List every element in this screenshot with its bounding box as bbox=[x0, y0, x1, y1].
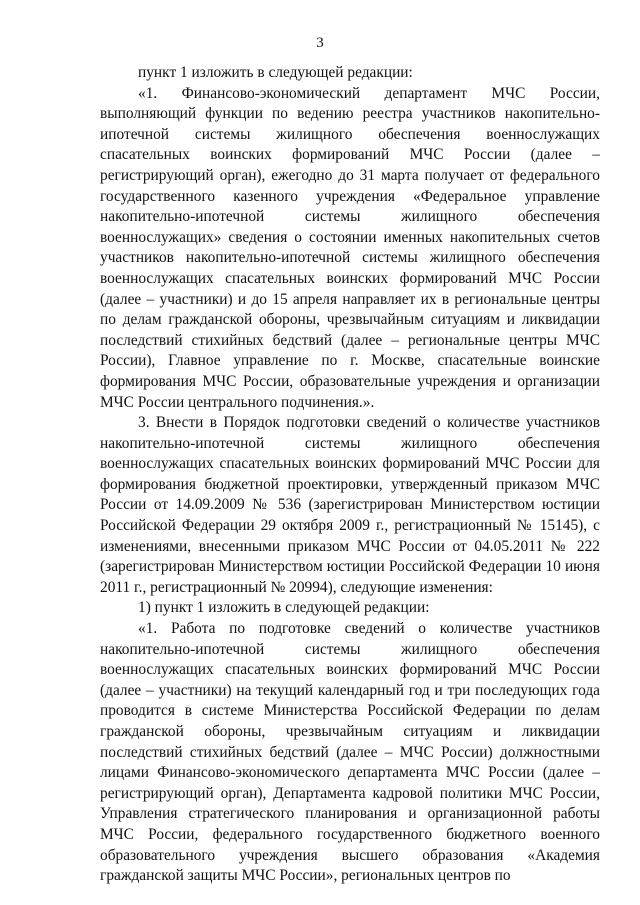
paragraph-subitem-1: 1) пункт 1 изложить в следующей редакции: bbox=[138, 599, 430, 617]
page-number: 3 bbox=[316, 35, 324, 51]
paragraph-item-1: «1. Финансово-экономический департамент МЧС России, выполняющий функции по ведению реестра участников накопительно-ипотечной системы жилищного обеспечения военнослужащих спасательных воинских формирований МЧС России (далее – регистрирующий орган), ежегодно до 31 марта получает от федерального государственного казенного учреждения «Федеральное управление накопительно-ипотечной системы жилищного обеспечения военнослужащих» сведения о состоянии именных накопительных счетов участников накопительно-ипотечной системы жилищного обеспечения военнослужащих спасательных воинских формирований МЧС России (далее – участники) и до 15 апреля направляет их в региональные центры по делам гражданской обороны, чрезвычайным ситуациям и ликвидации последствий стихийных бедствий (далее – региональные центры МЧС России), Главное управление по г. Москве, спасательные воинские формирования МЧС России, образовательные учреждения и организации МЧС России центрального подчинения.». bbox=[100, 84, 600, 411]
paragraph-intro: пункт 1 изложить в следующей редакции: bbox=[138, 64, 413, 81]
paragraph-item-3: 3. Внести в Порядок подготовки сведений о количестве участников накопительно-ипотечной системы жилищного обеспечения военнослужащих спасательных воинских формирований МЧС России для формирования бюджетной проектировки, утвержденный приказом МЧС России от 14.09.2009 № 536 (зарегистрирован Министерством юстиции Российской Федерации 29 октября 2009 г., регистрационный № 15145), с изменениями, внесенными приказом МЧС России от 04.05.2011 № 222 (зарегистрирован Министерством юстиции Российской Федерации 10 июня 2011 г., регистрационный № 20994), следующие изменения: bbox=[100, 414, 600, 596]
document-body bbox=[100, 63, 600, 887]
paragraph-new-item-1: «1. Работа по подготовке сведений о количестве участников накопительно-ипотечной системы жилищного обеспечения военнослужащих спасательных воинских формирований МЧС России (далее – участники) на текущий календарный год и три последующих года проводится в системе Министерства Российской Федерации по делам гражданской обороны, чрезвычайным ситуациям и ликвидации последствий стихийных бедствий (далее – МЧС России) должностными лицами Финансово-экономического департамента МЧС России (далее – регистрирующий орган), Департамента кадровой политики МЧС России, Управления стратегического планирования и организационной работы МЧС России, федерального государственного бюджетного военного образовательного учреждения высшего образования «Академия гражданской защиты МЧС России», региональных центров по bbox=[100, 620, 600, 885]
